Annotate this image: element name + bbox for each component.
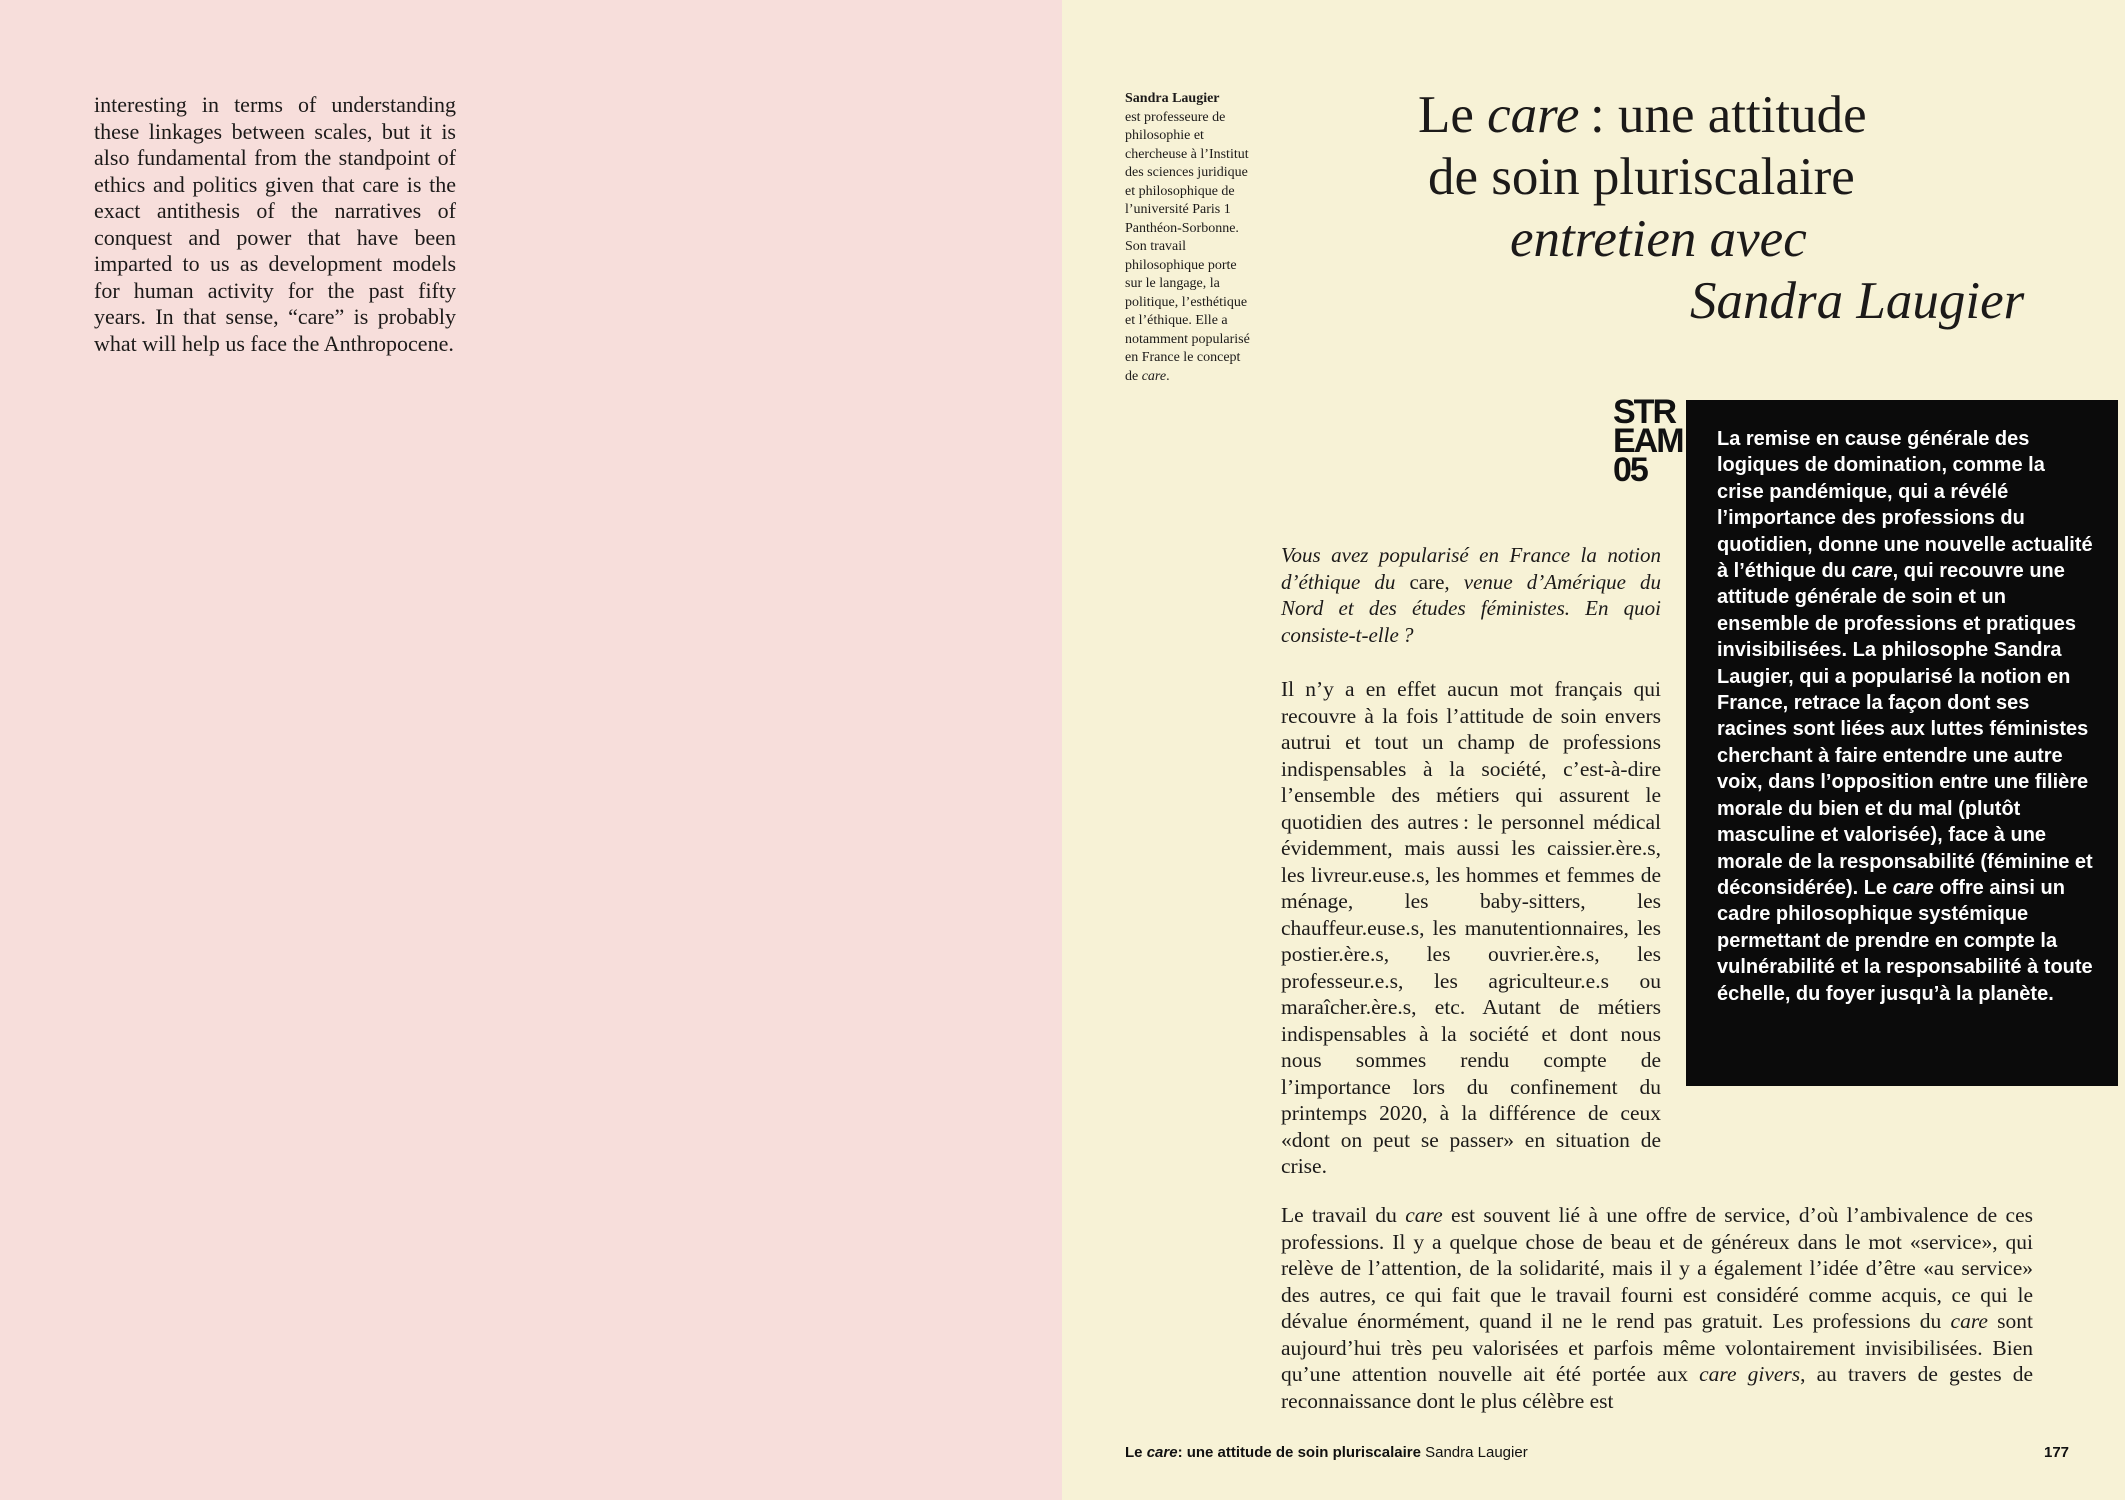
answer-1-text: Il n’y a en effet aucun mot français qui recouvre à la fois l’attitude de soin envers autrui et tout un champ de professions indispensables à la société, c’est-à-dire l’ensemble des métiers qui assurent le quotidien des autres : le personnel médical évidemment, mais aussi les caissier.ère.s, les livreur.euse.s, les hommes et femmes de ménage, les baby-sitters, les chauffeur.euse.s, les manutentionnaires, les postier.ère.s, les ouvrier.ère.s, les professeur.e.s, les agriculteur.e.s ou maraîcher.ère.s, etc. Autant de métiers indispensables à la société et dont nous nous sommes rendu compte de l’importance lors du confinement du printemps 2020, à la différence de ceux «dont on peut se passer» en situation de crise. [1281, 677, 1661, 1178]
answer-2-part-1: Le travail du [1281, 1203, 1406, 1227]
title-line-2: de soin pluriscalaire [1428, 148, 1855, 206]
question-part-1: Vous avez popularisé en France la notion d’éthique du [1281, 543, 1661, 594]
question-care: care [1409, 569, 1445, 594]
title-le: Le [1418, 86, 1488, 144]
title-line-1 [1418, 84, 2050, 146]
bio-period: . [1166, 368, 1170, 384]
title-care: care [1487, 86, 1580, 144]
running-footer [1125, 1444, 1528, 1461]
intro-part-2: , qui recouvre une attitude générale de soin et un ensemble de professions et pratiques invisibilisées. La philosophe Sandra Laugier, qui a popularisé la notion en France, retrace la façon dont ses racines sont liées aux luttes féministes cherchant à faire entendre une autre voix, dans l’opposition entre une filière morale du bien et du mal (plutôt masculine et valorisée), face à une morale de la responsabilité (féminine et déconsidérée). Le [1717, 560, 2093, 899]
question-part-2: , venue d’Amérique du Nord et des études féministes. En quoi consiste-t-elle ? [1281, 569, 1661, 647]
page-number: 177 [2044, 1444, 2070, 1461]
intro-part-1: La remise en cause générale des logiques de domination, comme la crise pandémique, qui a révélé l’importance des professions du quotidien, donne une nouvelle actualité à l’éthique du [1717, 428, 2093, 583]
article-title [1300, 84, 2050, 332]
footer-title-rest: : une attitude de soin pluriscalaire [1177, 1444, 1421, 1461]
bio-name: Sandra Laugier [1125, 91, 1220, 106]
logo-line-2: EAM [1613, 422, 1683, 460]
logo-line-3: 05 [1613, 451, 1647, 489]
left-page-body-text [94, 92, 456, 357]
footer-title-care: care [1146, 1444, 1178, 1461]
answer-2-care-givers: care givers [1699, 1362, 1801, 1386]
answer-2-text [1281, 1202, 2033, 1414]
interview-answer-1 [1281, 676, 1661, 1180]
title-subtitle-line-1: entretien avec [1510, 210, 1807, 268]
logo-line-1: STR [1613, 398, 1675, 431]
footer-title-le: Le [1125, 1444, 1147, 1461]
answer-2-care-2: care [1950, 1309, 1988, 1333]
intro-care-2: care [1892, 876, 1934, 899]
intro-box [1686, 400, 2118, 1086]
answer-2-part-4: , au travers de gestes de reconnaissance dont le plus célèbre est [1281, 1362, 2033, 1413]
question-text [1281, 542, 1661, 648]
bio-care-term: care [1141, 368, 1167, 384]
left-page [0, 0, 1062, 1500]
intro-part-3: offre ainsi un cadre philosophique systémique permettant de prendre en compte la vulnérabilité et la responsabilité à toute échelle, du foyer jusqu’à la planète. [1717, 876, 2093, 1005]
answer-2-part-2: est souvent lié à une offre de service, d’où l’ambivalence de ces professions. Il y a quelque chose de beau et de généreux dans le mot «service», qui relève de l’attention, de la solidarité, mais il y a également l’idée d’être «au service» des autres, ce qui fait que le travail fourni est considéré comme acquis, ce qui le dévalue énormément, quand il ne le rend pas gratuit. Les professions du [1281, 1203, 2034, 1333]
bio-text: est professeure de philosophie et chercheuse à l’Institut des sciences juridique et philosophique de l’université Paris 1 Panthéon-Sorbonne. Son travail philosophique porte sur le langage, la politique, l’esthétique et l’éthique. Elle a notamment popularisé en France le concept de [1125, 109, 1250, 384]
interview-question [1281, 542, 1661, 648]
title-subtitle-line-2: Sandra Laugier [1690, 272, 2025, 330]
title-line1-rest: : une attitude [1579, 86, 1867, 144]
footer-author: Sandra Laugier [1420, 1444, 1528, 1461]
author-bio [1125, 90, 1255, 386]
answer-2-care-1: care [1405, 1203, 1443, 1227]
answer-2-part-3: sont aujourd’hui très peu valorisées et parfois même volontairement invisibilisées. Bien qu’une attention nouvelle ait été portée aux [1281, 1309, 2034, 1386]
left-paragraph: interesting in terms of understanding these linkages between scales, but it is also fundamental from the standpoint of ethics and politics given that care is the exact antithesis of the narratives of conquest and power that have been imparted to us as development models for human activity for the past fifty years. In that sense, “care” is probably what will help us face the Anthropocene. [94, 92, 456, 356]
stream-logo [1613, 398, 1683, 496]
intro-text [1717, 426, 2096, 1007]
intro-care-1: care [1851, 560, 1893, 583]
bio-paragraph [1125, 90, 1255, 386]
interview-answer-2 [1281, 1202, 2033, 1414]
